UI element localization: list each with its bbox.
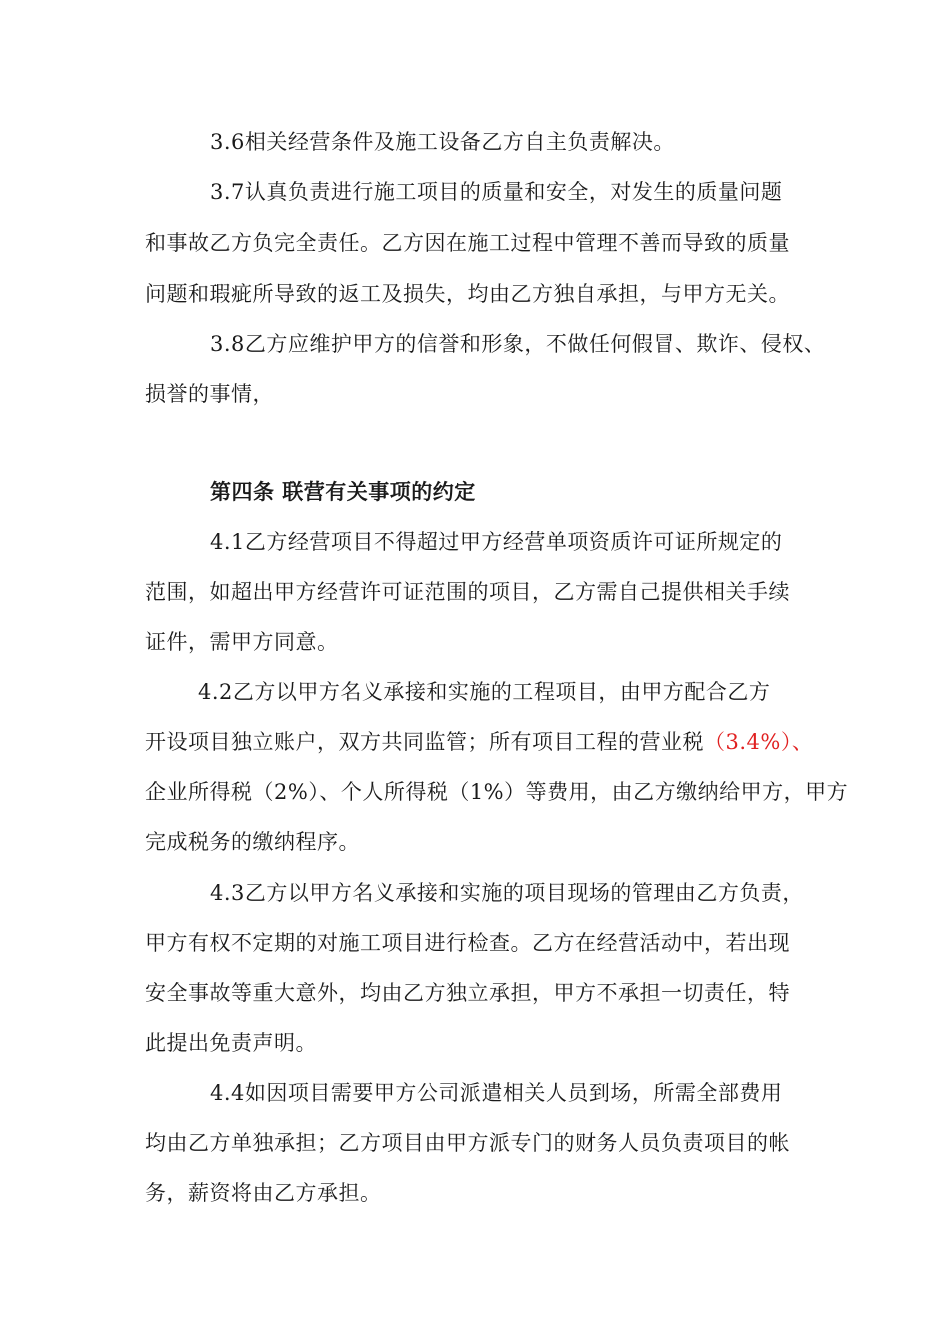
business-tax-rate-highlight: （3.4%）、 <box>704 730 814 754</box>
clause-3-8-line-1: 3.8乙方应维护甲方的信誉和形象，不做任何假冒、欺诈、侵权、 <box>210 332 826 356</box>
clause-3-8-line-2: 损誉的事情， <box>145 382 274 406</box>
clause-4-2-line-2-text: 开设项目独立账户，双方共同监管；所有项目工程的营业税 <box>145 730 704 754</box>
clause-4-2-line-4: 完成税务的缴纳程序。 <box>145 830 360 854</box>
clause-4-4-line-2: 均由乙方单独承担；乙方项目由甲方派专门的财务人员负责项目的帐 <box>145 1131 790 1155</box>
clause-4-2-line-1: 4.2乙方以甲方名义承接和实施的工程项目，由甲方配合乙方 <box>198 680 771 704</box>
clause-4-3-line-2: 甲方有权不定期的对施工项目进行检查。乙方在经营活动中，若出现 <box>145 931 790 955</box>
clause-4-4-line-3: 务，薪资将由乙方承担。 <box>145 1181 382 1205</box>
clause-3-7-line-2: 和事故乙方负完全责任。乙方因在施工过程中管理不善而导致的质量 <box>145 231 790 255</box>
clause-4-3-line-1: 4.3乙方以甲方名义承接和实施的项目现场的管理由乙方负责， <box>210 881 804 905</box>
clause-3-7-line-1: 3.7认真负责进行施工项目的质量和安全，对发生的质量问题 <box>210 180 783 204</box>
clause-4-1-line-1: 4.1乙方经营项目不得超过甲方经营单项资质许可证所规定的 <box>210 530 783 554</box>
clause-4-4-line-1: 4.4如因项目需要甲方公司派遣相关人员到场，所需全部费用 <box>210 1081 783 1105</box>
clause-3-6-line-1: 3.6相关经营条件及施工设备乙方自主负责解决。 <box>210 130 675 154</box>
clause-4-1-line-3: 证件，需甲方同意。 <box>145 630 339 654</box>
clause-4-3-line-4: 此提出免责声明。 <box>145 1031 317 1055</box>
clause-4-2-line-2 <box>145 727 813 757</box>
section-4-heading: 第四条 联营有关事项的约定 <box>210 480 476 504</box>
clause-4-3-line-3: 安全事故等重大意外，均由乙方独立承担，甲方不承担一切责任，特 <box>145 981 790 1005</box>
clause-4-2-line-3: 企业所得税（2%）、个人所得税（1%）等费用，由乙方缴纳给甲方，甲方 <box>145 780 849 804</box>
clause-4-1-line-2: 范围，如超出甲方经营许可证范围的项目，乙方需自己提供相关手续 <box>145 580 790 604</box>
clause-3-7-line-3: 问题和瑕疵所导致的返工及损失，均由乙方独自承担，与甲方无关。 <box>145 282 790 306</box>
